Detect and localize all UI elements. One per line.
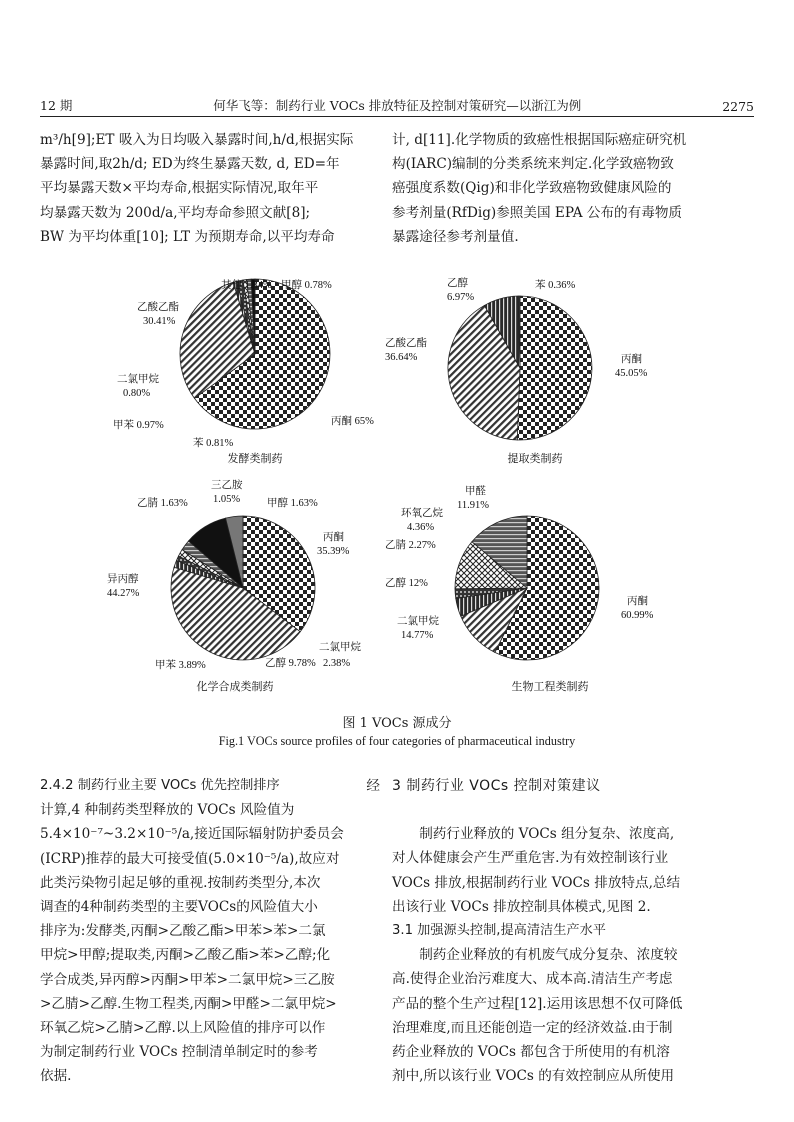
text-line: 学合成类,异丙醇>丙酮>甲苯>二氯甲烷>三乙胺 <box>40 971 335 988</box>
page-number: 2275 <box>722 99 754 114</box>
label-acetonitrile: 乙腈 1.63% <box>137 498 188 509</box>
label-acetone-pct: 60.99% <box>621 610 654 621</box>
header-rule <box>40 116 754 117</box>
text-line: 出该行业 VOCs 排放控制具体模式,见图 2. <box>392 898 651 915</box>
label-dcm-name: 二氯甲烷 <box>397 616 439 627</box>
label-dcm-pct: 0.80% <box>123 388 151 399</box>
label-dcm-name: 二氯甲烷 <box>319 642 361 653</box>
label-formaldehyde-pct: 11.91% <box>457 500 489 511</box>
text-line: 参考剂量(RfDig)参照美国 EPA 公布的有毒物质 <box>392 204 683 221</box>
right-column <box>392 774 732 1088</box>
text-line: 暴露途径参考剂量值. <box>392 228 519 245</box>
label-dcm-name: 二氯甲烷 <box>117 374 159 385</box>
figure-caption-en: Fig.1 VOCs source profiles of four categories of pharmaceutical industry <box>218 734 576 748</box>
pie-charts-figure <box>95 270 725 700</box>
text-line: >乙腈>乙醇.生物工程类,丙酮>甲醛>二氯甲烷> <box>40 995 337 1012</box>
text-line: 对人体健康会产生严重危害.为有效控制该行业 <box>392 850 669 867</box>
label-ethyl-acetate-name: 乙酸乙酯 <box>385 338 427 349</box>
label-benzene: 苯 0.36% <box>535 280 576 291</box>
top-left-text <box>40 128 380 249</box>
chart-title: 生物工程类制药 <box>511 681 589 693</box>
text-line: 均暴露天数为 200d/a,平均寿命参照文献[8]; <box>40 204 311 221</box>
text-line: m³/h[9];ET 吸入为日均吸入暴露时间,h/d,根据实际 <box>40 132 354 148</box>
text-line: 调查的4种制药类型的主要VOCs的风险值大小 <box>40 899 318 916</box>
text-line: 此类污染物引起足够的重视.按制药类型分,本次 <box>40 874 321 891</box>
text-line: 高.使得企业治污难度大、成本高.清洁生产考虑 <box>392 971 673 988</box>
label-acetone-name: 丙酮 <box>323 532 344 543</box>
text-line: (ICRP)推荐的最大可接受值(5.0×10⁻⁵/a),故应对 <box>40 850 340 867</box>
text-line: 为制定制药行业 VOCs 控制清单制定时的参考 <box>40 1044 318 1061</box>
pie-chemical-synthesis <box>107 478 361 693</box>
text-line: 甲烷>甲醇;提取类,丙酮>乙酸乙酯>苯>乙醇;化 <box>40 947 331 964</box>
label-formaldehyde-name: 甲醛 <box>465 486 486 497</box>
label-ethyl-acetate-pct: 30.41% <box>143 316 176 327</box>
page-header <box>40 94 754 114</box>
label-acetone: 丙酮 65% <box>331 416 374 427</box>
label-isopropanol-pct: 44.27% <box>107 588 140 599</box>
text-line: 排序为:发酵类,丙酮>乙酸乙酯>甲苯>苯>二氯 <box>40 923 326 940</box>
label-benzene: 苯 0.81% <box>193 438 234 449</box>
subsection-heading: 3.1 加强源头控制,提高清洁生产水平 <box>392 923 606 939</box>
label-triethylamine-name: 三乙胺 <box>211 480 243 491</box>
pie-biotech <box>385 484 654 693</box>
label-methanol: 甲醇 1.63% <box>267 498 318 509</box>
label-acetone-name: 丙酮 <box>621 354 642 365</box>
chart-title: 化学合成类制药 <box>196 681 274 693</box>
label-toluene: 甲苯 3.89% <box>155 660 206 671</box>
text-line: 产品的整个生产过程[12].运用该思想不仅可降低 <box>392 995 683 1012</box>
pie-fermentation <box>113 278 374 465</box>
label-triethylamine-pct: 1.05% <box>213 494 241 505</box>
section-heading: 2.4.2 制药行业主要 VOCs 优先控制排序 <box>40 778 280 793</box>
label-ethanol: 乙醇 12% <box>385 578 428 589</box>
label-ethylene-oxide-pct: 4.36% <box>407 522 435 533</box>
label-ethyl-acetate-pct: 36.64% <box>385 352 418 363</box>
section-heading: 3 制药行业 VOCs 控制对策建议 <box>392 778 601 794</box>
label-methanol: 甲醇 0.78% <box>281 280 332 291</box>
label-acetonitrile: 乙腈 2.27% <box>385 540 436 551</box>
label-ethylene-oxide-name: 环氧乙烷 <box>401 508 443 519</box>
chart-title: 提取类制药 <box>507 453 563 465</box>
text-line: 癌强度系数(Qig)和非化学致癌物致健康风险的 <box>392 180 672 197</box>
label-ethanol-pct: 6.97% <box>447 292 475 303</box>
label-dcm-pct: 2.38% <box>323 658 351 669</box>
text-line: 计算,4 种制药类型释放的 VOCs 风险值为 <box>40 802 295 819</box>
label-acetone-pct: 35.39% <box>317 546 350 557</box>
label-acetone-name: 丙酮 <box>627 596 648 607</box>
text-line: 制药企业释放的有机废气成分复杂、浓度较 <box>419 947 678 964</box>
text-line: 剂中,所以该行业 VOCs 的有效控制应从所使用 <box>392 1068 675 1085</box>
text-line: 环氧乙烷>乙腈>乙醇.以上风险值的排序可以作 <box>40 1020 326 1037</box>
label-ethyl-acetate-name: 乙酸乙酯 <box>137 302 179 313</box>
text-line: 制药行业释放的 VOCs 组分复杂、浓度高, <box>419 826 675 843</box>
text-line: 药企业释放的 VOCs 都包含于所使用的有机溶 <box>392 1044 670 1061</box>
text-line: 暴露时间,取2h/d; ED为终生暴露天数, d, ED=年 <box>40 156 340 173</box>
text-line: 经 <box>366 778 380 794</box>
pie-slice <box>517 296 592 440</box>
text-line: 平均暴露天数×平均寿命,根据实际情况,取年平 <box>40 180 319 197</box>
text-line: 依据. <box>40 1068 72 1085</box>
issue-number: 12 期 <box>40 98 73 113</box>
top-right-text <box>392 128 732 249</box>
label-dcm-pct: 14.77% <box>401 630 434 641</box>
text-line: 计, d[11].化学物质的致癌性根据国际癌症研究机 <box>392 132 687 148</box>
running-title: 何华飞等：制药行业 VOCs 排放特征及控制对策研究—以浙江为例 <box>213 98 582 113</box>
label-ethanol-name: 乙醇 <box>447 278 468 289</box>
label-other: 其他 1.34% <box>221 280 272 291</box>
label-isopropanol-name: 异丙醇 <box>107 574 139 585</box>
text-line: 5.4×10⁻⁷~3.2×10⁻⁵/a,接近国际辐射防护委员会 <box>40 826 344 843</box>
label-ethanol: 乙醇 9.78% <box>265 658 316 669</box>
label-acetone-pct: 45.05% <box>615 368 648 379</box>
label-toluene: 甲苯 0.97% <box>113 420 164 431</box>
text-line: BW 为平均体重[10]; LT 为预期寿命,以平均寿命 <box>40 228 335 245</box>
text-line: 构(IARC)编制的分类系统来判定.化学致癌物致 <box>392 156 674 173</box>
chart-title: 发酵类制药 <box>227 453 283 465</box>
text-line: 治理难度,而且还能创造一定的经济效益.由于制 <box>392 1019 673 1036</box>
text-line: VOCs 排放,根据制药行业 VOCs 排放特点,总结 <box>392 874 681 891</box>
left-column <box>40 774 380 1089</box>
figure-caption-cn: 图 1 VOCs 源成分 <box>342 716 452 731</box>
pie-extraction <box>385 276 648 465</box>
